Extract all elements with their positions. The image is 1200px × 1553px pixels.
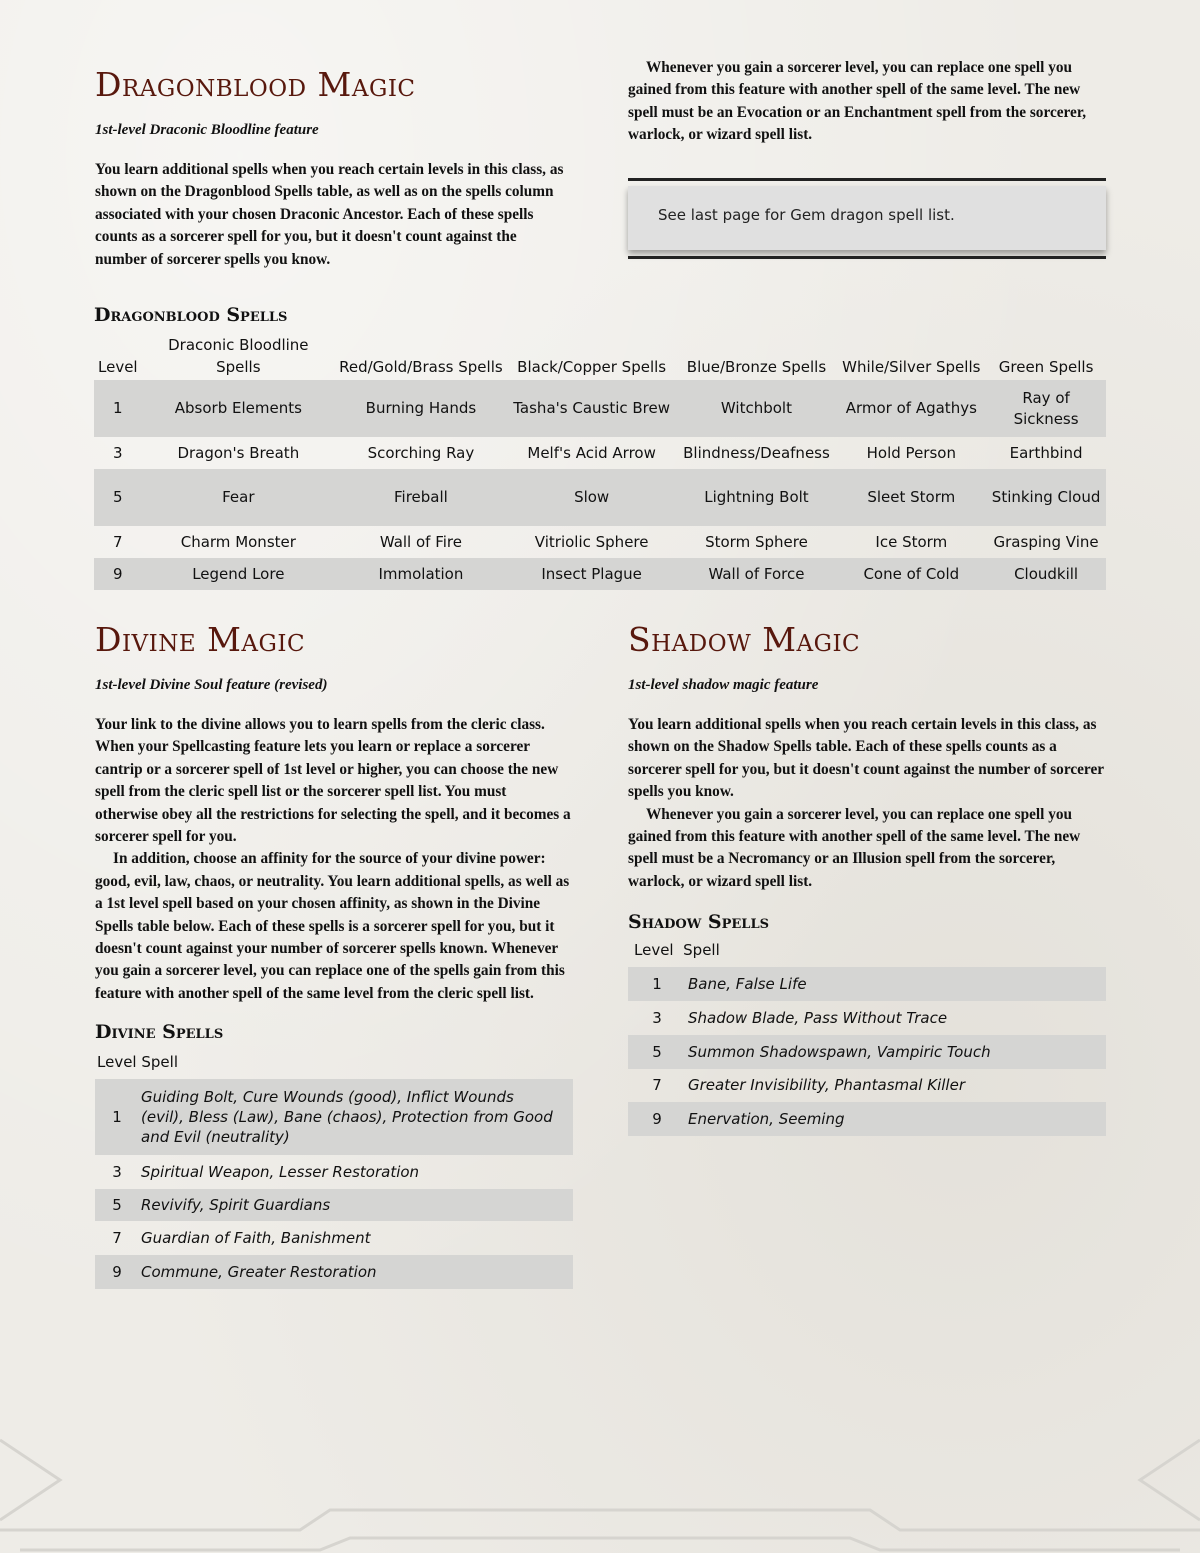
cell-level: 9 <box>95 1255 139 1289</box>
cell-spell: Shadow Blade, Pass Without Trace <box>688 1008 948 1027</box>
cell: Slow <box>507 469 677 526</box>
header-spell: Spell <box>141 1053 178 1072</box>
table-row <box>95 1221 573 1255</box>
cell: Legend Lore <box>142 558 335 590</box>
divine-table-title: Divine Spells <box>95 1021 224 1044</box>
cell-level: 9 <box>628 1102 686 1136</box>
dragonblood-replace-text <box>628 57 1098 147</box>
cell: Wall of Fire <box>379 532 462 551</box>
cell: Immolation <box>335 558 507 590</box>
dragonblood-paragraph-2: Whenever you gain a sorcerer level, you can replace one spell you gained from this feature with another spell of the same level. The new spell must be an Evocation or an Enchantment spell from the sorcerer, warlock, or wizard spell list. <box>628 59 1087 144</box>
cell-spell: Revivify, Spirit Guardians <box>139 1189 573 1221</box>
cell: Fear <box>142 469 335 526</box>
shadow-paragraph-1: You learn additional spells when you reach certain levels in this class, as shown on the Shadow Spells table. Each of these spells counts as a sorcerer spell for you, but it doesn't count against the number of sorcerer spells you know. <box>628 716 1104 801</box>
cell: Ray of Sickness <box>986 380 1106 437</box>
cell: Stinking Cloud <box>986 469 1106 526</box>
table-row <box>94 380 1106 437</box>
shadow-table-header <box>628 939 1106 967</box>
note-callout <box>628 172 1106 264</box>
shadow-section <box>628 620 1106 1136</box>
dragonblood-title: Dragonblood Magic <box>95 65 416 104</box>
cell-level: 1 <box>95 1079 139 1155</box>
table-header-row <box>628 939 1106 967</box>
cell: Cloudkill <box>986 558 1106 590</box>
cell: Vitriolic Sphere <box>534 532 649 551</box>
cell-spell: Enervation, Seeming <box>686 1102 1106 1136</box>
cell-level: 5 <box>628 1035 686 1069</box>
cell: Burning Hands <box>335 380 507 437</box>
table-row <box>94 526 1106 558</box>
shadow-title: Shadow Magic <box>628 620 861 659</box>
table-row <box>95 1079 573 1155</box>
cell: Witchbolt <box>676 380 836 437</box>
table-row <box>628 1001 1106 1035</box>
cell: Lightning Bolt <box>676 469 836 526</box>
cell: Hold Person <box>866 443 956 462</box>
dragonblood-table-section <box>94 304 1106 590</box>
shadow-table-title: Shadow Spells <box>628 911 769 934</box>
table-header-row <box>95 1049 573 1079</box>
cell: Scorching Ray <box>367 443 475 462</box>
cell-level: 1 <box>628 967 686 1001</box>
cell: Sleet Storm <box>836 469 986 526</box>
dragonblood-table-title: Dragonblood Spells <box>94 304 288 326</box>
cell: Wall of Force <box>676 558 836 590</box>
cell-level: 7 <box>652 1076 662 1095</box>
header-blue-bronze: Blue/Bronze Spells <box>686 358 827 376</box>
cell: Cone of Cold <box>836 558 986 590</box>
table-header-row <box>94 332 1106 380</box>
cell-level: 5 <box>94 469 142 526</box>
note-text: See last page for Gem dragon spell list. <box>658 206 955 224</box>
divine-spells-table <box>95 1049 573 1289</box>
table-row <box>628 967 1106 1001</box>
header-red-gold-brass: Red/Gold/Brass Spells <box>339 358 503 376</box>
cell-level: 5 <box>95 1189 139 1221</box>
cell: Blindness/Deafness <box>683 443 830 462</box>
cell-spell: Guiding Bolt, Cure Wounds (good), Inflict Wounds (evil), Bless (Law), Bane (chaos), Protection from Good and Evil (neutrality) <box>139 1079 573 1155</box>
divine-table-header <box>95 1049 573 1079</box>
dragonblood-section <box>95 65 567 271</box>
table-row <box>95 1189 573 1221</box>
cell-level: 1 <box>94 380 142 437</box>
header-spell: Spell <box>683 941 720 960</box>
divine-paragraph-1: Your link to the divine allows you to learn spells from the cleric class. When your Spellcasting feature lets you learn or replace a sorcerer cantrip or a sorcerer spell of 1st level or higher, you can choose the new spell from the cleric spell list or the sorcerer spell list. You must otherwise obey all the restrictions for selecting the spell, and it becomes a sorcerer spell for you. <box>95 716 571 846</box>
cell: Tasha's Caustic Brew <box>507 380 677 437</box>
header-level: Level <box>97 1053 137 1072</box>
cell: Melf's Acid Arrow <box>527 443 656 462</box>
header-green: Green Spells <box>998 358 1094 376</box>
header-level: Level <box>98 358 138 376</box>
cell: Storm Sphere <box>705 532 808 551</box>
cell: Earthbind <box>1009 443 1083 462</box>
shadow-subtitle: 1st-level shadow magic feature <box>628 677 819 693</box>
table-row <box>628 1069 1106 1102</box>
cell-spell: Guardian of Faith, Banishment <box>141 1228 371 1247</box>
cell: Charm Monster <box>180 532 296 551</box>
divine-paragraph-2: In addition, choose an affinity for the source of your divine power: good, evil, law, chaos, or neutrality. You learn additional spells, as well as a 1st level spell based on your chosen affinity, as shown in the Divine Spells table below. Each of these spells is a sorcerer spell for you, but it doesn't count against your number of sorcerer spells known. Whenever you gain a sorcerer level, you can replace one of the spells gain from this feature with another spell of the same level from the cleric spell list. <box>95 850 570 1002</box>
cell: Dragon's Breath <box>177 443 300 462</box>
shadow-spells-table <box>628 939 1106 1136</box>
footer-ornament <box>0 1400 1200 1553</box>
dragonblood-subtitle: 1st-level Draconic Bloodline feature <box>95 122 319 138</box>
header-draconic: Draconic Bloodline Spells <box>168 336 309 376</box>
note-top-bar <box>628 178 1106 181</box>
divine-subtitle: 1st-level Divine Soul feature (revised) <box>95 677 328 693</box>
divine-title: Divine Magic <box>95 620 306 659</box>
cell-spell: Bane, False Life <box>686 967 1106 1001</box>
table-row <box>628 1035 1106 1069</box>
dragonblood-paragraph-1: You learn additional spells when you reach certain levels in this class, as shown on the Dragonblood Spells table, as well as on the spells column associated with your chosen Draconic Ancestor. Each of these spells counts as a sorcerer spell for you, but it doesn't count against the number of sorcerer spells you know. <box>95 161 564 268</box>
header-white-silver: While/Silver Spells <box>842 358 981 376</box>
table-row <box>95 1255 573 1289</box>
header-black-copper: Black/Copper Spells <box>517 358 667 376</box>
note-bottom-bar <box>628 256 1106 259</box>
cell-level: 7 <box>113 532 123 551</box>
cell: Absorb Elements <box>142 380 335 437</box>
header-level: Level <box>634 941 674 960</box>
table-row <box>628 1102 1106 1136</box>
table-row <box>95 1155 573 1189</box>
cell-spell: Greater Invisibility, Phantasmal Killer <box>688 1076 965 1095</box>
cell-spell: Commune, Greater Restoration <box>139 1255 573 1289</box>
cell-spell: Summon Shadowspawn, Vampiric Touch <box>686 1035 1106 1069</box>
table-row <box>94 469 1106 526</box>
cell-level: 3 <box>113 443 123 462</box>
shadow-paragraph-2: Whenever you gain a sorcerer level, you can replace one spell you gained from this feature with another spell of the same level. The new spell must be a Necromancy or an Illusion spell from the sorcerer, warlock, or wizard spell list. <box>628 805 1081 890</box>
cell-level: 7 <box>112 1228 122 1247</box>
cell: Grasping Vine <box>993 532 1099 551</box>
table-row <box>94 558 1106 590</box>
table-row <box>94 437 1106 469</box>
cell-spell: Spiritual Weapon, Lesser Restoration <box>141 1162 420 1181</box>
cell-level: 3 <box>652 1008 662 1027</box>
cell-level: 9 <box>94 558 142 590</box>
cell: Insect Plague <box>507 558 677 590</box>
dragonblood-spells-table <box>94 332 1106 590</box>
cell: Ice Storm <box>875 532 948 551</box>
cell: Fireball <box>335 469 507 526</box>
cell: Armor of Agathys <box>836 380 986 437</box>
divine-section <box>95 620 573 1289</box>
cell-level: 3 <box>112 1162 122 1181</box>
